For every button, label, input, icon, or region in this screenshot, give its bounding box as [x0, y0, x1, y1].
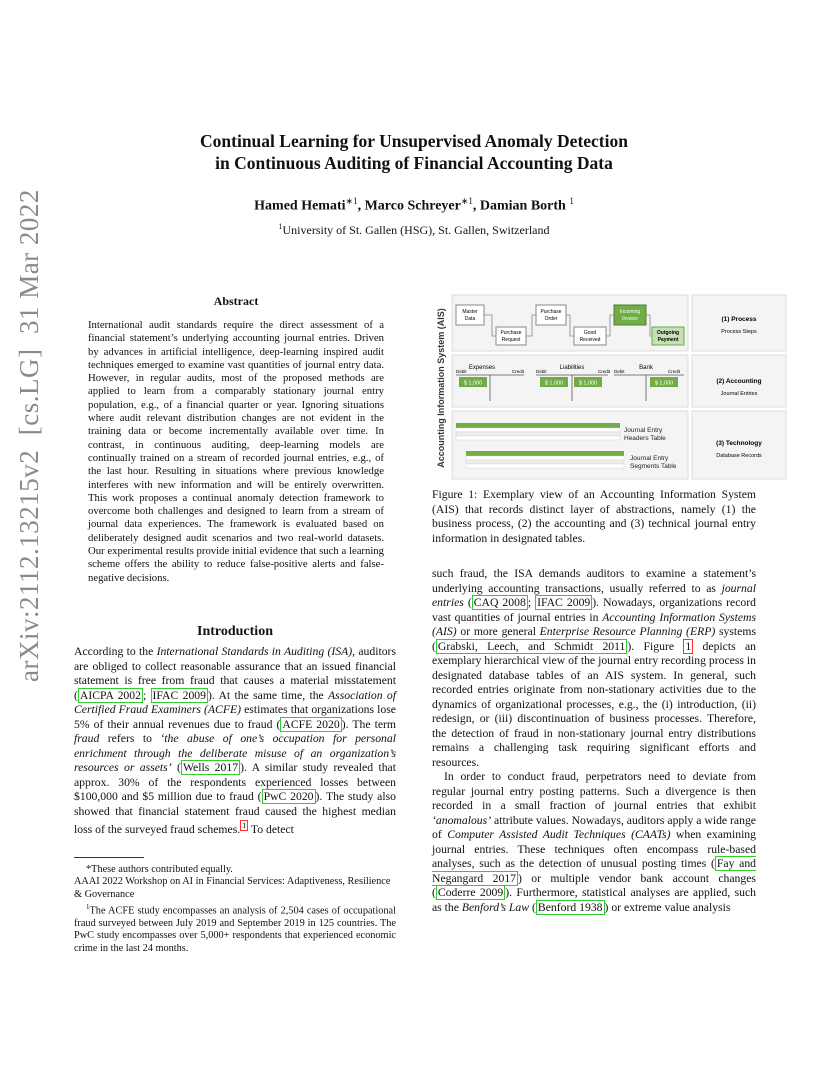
- amount-value: $ 1,000: [544, 380, 564, 387]
- text-run: (: [171, 761, 181, 774]
- footnote-1-link[interactable]: 1: [242, 821, 247, 830]
- text-run: attribute values. Nowadays, auditors apply a wide range of: [432, 813, 756, 841]
- author-list: Hamed Hemati$^{∗1}$, Marco Schreyer$^{∗1}$, Damian Borth $^1$: [254, 196, 574, 214]
- citation-fay[interactable]: Fay and Negangard 2017: [432, 857, 757, 885]
- figure-1-link[interactable]: 1: [685, 639, 692, 653]
- outgoing-payment-label-2: Payment: [657, 337, 679, 343]
- title-line-2: in Continuous Auditing of Financial Accounting Data: [215, 153, 613, 173]
- master-data-label-2: Data: [464, 316, 476, 322]
- outgoing-payment-label: Outgoing: [656, 330, 680, 336]
- text-run: depicts an exemplary hierarchical view of the journal entry recording process in designated database tables of an AIS system. In general, such recorded entries originate from non-stationary activities due to the dynamics of organizational processes, e.g., the (i) introduction, (ii) redesign, or (iii) discontinuation of business processes. Therefore, the detection of fraud in non-stationary journal entry distributions remains a challenging task requiring significant efforts and resources.: [432, 639, 757, 769]
- citation-acfe[interactable]: ACFE 2020: [282, 717, 340, 731]
- workshop-note: AAAI 2022 Workshop on AI in Financial Services: Adaptiveness, Resilience & Governance: [74, 876, 391, 900]
- term-ais: Accounting Information Systems (AIS): [432, 610, 756, 638]
- text-run: ;: [142, 688, 151, 702]
- right-column-text: [432, 567, 756, 915]
- author-2-sup: ∗1: [460, 196, 473, 206]
- text-run: ). The study also showed that financial statement fraud caused the highest median loss of the surveyed fraud schemes.: [74, 790, 396, 836]
- author-1: Hamed Hemati: [254, 198, 346, 214]
- text-run: To detect: [248, 822, 294, 836]
- purchase-request-label-2: Request: [501, 337, 521, 343]
- purchase-order-label-2: Order: [544, 316, 558, 322]
- introduction-paragraph: [74, 645, 396, 837]
- segments-table-label: Journal Entry Segments Table: [630, 455, 677, 470]
- term-fraud: fraud: [74, 732, 100, 745]
- author-3: Damian Borth: [479, 198, 566, 214]
- footnote-equal-contribution: *These authors contributed equally.: [86, 864, 233, 875]
- text-run: ) or extreme value analysis: [604, 900, 731, 914]
- arxiv-stamp[interactable]: arXiv:2112.13215v2 [cs.LG] 31 Mar 2022: [14, 189, 44, 682]
- text-run: , auditors are obliged to collect reasonable assurance that an issued financial statement is free from fraud that causes a material misstatement (: [74, 645, 396, 702]
- citation-ifac[interactable]: IFAC 2009: [152, 688, 206, 702]
- text-run: ;: [527, 596, 536, 609]
- author-1-sup: ∗1: [345, 196, 358, 206]
- layer1-title: (1) Process: [721, 316, 757, 323]
- footnote-1-text: The ACFE study encompasses an analysis of 2,504 cases of occupational fraud surveyed between July 2019 and September 2019 in 125 countries. The PwC study encompasses over 5,000+ respondents that experienced economic crime in the last 24 months.: [74, 905, 396, 954]
- affiliation-text: University of St. Gallen (HSG), St. Gallen, Switzerland: [282, 223, 550, 237]
- citation-benford[interactable]: Benford 1938: [537, 900, 603, 914]
- credit-label: Credit: [512, 369, 525, 374]
- master-data-label: Master: [462, 309, 478, 315]
- incoming-invoice-label-2: Invoice: [622, 316, 638, 322]
- text-run: ). Figure: [627, 639, 684, 653]
- term-anomalous: ‘anomalous’: [432, 813, 492, 827]
- good-received-label-2: Received: [579, 337, 601, 343]
- layer3-title: (3) Technology: [716, 440, 762, 447]
- liabilities-label: Liabilities: [559, 365, 585, 371]
- term-isa: International Standards in Auditing (ISA): [156, 645, 353, 658]
- text-run: refers to: [99, 732, 161, 745]
- citation-coderre[interactable]: Coderre 2009: [437, 886, 504, 899]
- purchase-order-label: Purchase: [540, 309, 562, 315]
- text-run: ). Nowadays, organizations record vast quantities of journal entries in: [432, 596, 757, 624]
- affiliation: [0, 222, 828, 238]
- author-3-sup: 1: [569, 196, 574, 206]
- affiliation-sup: 1: [278, 222, 283, 231]
- credit-label: Credit: [668, 369, 681, 374]
- master-data-box: [456, 305, 484, 325]
- text-run: ). The term: [341, 717, 396, 731]
- layer2-subtitle: Journal Entries: [720, 391, 758, 397]
- debit-label: Debit: [456, 369, 467, 374]
- credit-label: Credit: [598, 369, 611, 374]
- term-caats: Computer Assisted Audit Techniques (CAATs): [447, 828, 671, 841]
- text-run: ) or multiple vendor bank account changes (: [432, 871, 756, 899]
- layer3-subtitle: Database Records: [716, 453, 762, 459]
- journal-entry-headers-table: [456, 423, 620, 440]
- text-run: ). At the same time, the: [208, 688, 329, 702]
- incoming-invoice-label: Incoming: [619, 309, 641, 315]
- text-run: (: [463, 596, 472, 609]
- fraud-definition-quote: ‘the abuse of one’s occupation for personal enrichment through the deliberate misuse of an organization’s resources or assets’: [74, 732, 396, 774]
- citation-grabski[interactable]: Grabski, Leech, and Schmidt 2011: [437, 639, 626, 653]
- term-benfords-law: Benford’s Law: [461, 900, 530, 914]
- text-run: or more general: [456, 625, 540, 638]
- abstract-text: International audit standards require the direct assessment of a financial statement’s underlying accounting journal entries. Driven by advances in artificial intelligence, deep-learning inspired audit techniques emerged to examine vast quantities of journal entry data. However, in regular audits, most of the proposed methods are applied to learn from a comparably stationary journal entry population, e.g., of a financial quarter or year. Ignoring situations where audit relevant distribution changes are not evident in the training data or become incrementally available over time. In contrast, in continuous auditing, deep-learning models are continually trained on a stream of recorded journal entries, e.g., of the last hour. Resulting in situations where previous knowledge interferes with new information and will be entirely overwritten. This work proposes a continual anomaly detection framework to overcome both challenges and designed to learn from a stream of journal data experiences. The framework is evaluated based on deliberately designed audit scenarios and two real-world datasets. Our experimental results provide initial evidence that such a learning scheme offers the ability to reduce false-positive alerts and false-negative decisions.: [88, 319, 384, 584]
- term-acfe: Association of Certified Fraud Examiners (ACFE): [74, 688, 396, 716]
- good-received-label: Good: [583, 330, 597, 336]
- purchase-request-label: Purchase: [500, 330, 522, 336]
- title-line-1: Continual Learning for Unsupervised Anomaly Detection: [200, 131, 628, 151]
- figure-1-caption: Figure 1: Exemplary view of an Accounting Information System (AIS) that records distinct layer of abstractions, namely (1) the business process, (2) the accounting and (3) technical journal entry information in designated tables.: [432, 488, 756, 545]
- layer2-title: (2) Accounting: [716, 378, 762, 385]
- text-run: such fraud, the ISA demands auditors to examine a statement’s underlying accounting transactions, usually referred to as: [432, 567, 756, 595]
- journal-entry-segments-table: [466, 451, 624, 468]
- citation-pwc[interactable]: PwC 2020: [263, 790, 314, 803]
- amount-value: $ 1,000: [578, 380, 598, 387]
- layer1-subtitle: Process Steps: [721, 329, 757, 335]
- citation-aicpa[interactable]: AICPA 2002: [79, 688, 141, 702]
- term-journal-entries: journal entries: [432, 581, 756, 609]
- text-run: systems (: [432, 625, 756, 653]
- abstract-heading: Abstract: [213, 294, 259, 308]
- text-run: ). A similar study revealed that approx. 30% of the respondents experienced losses between $100,000 and $5 million due to fraud (: [74, 761, 396, 803]
- ais-side-label: Accounting Information System (AIS): [436, 308, 446, 468]
- debit-label: Debit: [536, 369, 547, 374]
- footnote-divider: [74, 857, 144, 858]
- author-2: Marco Schreyer: [364, 198, 461, 214]
- text-run: According to the: [74, 645, 157, 658]
- citation-caq[interactable]: CAQ 2008: [473, 596, 526, 609]
- text-run: In order to conduct fraud, perpetrators need to deviate from regular journal entry posting patterns. Such a divergence is then recorded in a small fraction of journal entries that exhibit: [432, 770, 756, 812]
- text-run: (: [529, 900, 536, 914]
- bank-label: Bank: [639, 365, 653, 371]
- debit-label: Debit: [614, 369, 625, 374]
- amount-value: $ 1,000: [463, 380, 483, 387]
- expenses-label: Expenses: [468, 365, 496, 371]
- text-run: ). Furthermore, statistical analyses are applied, such as the: [432, 886, 756, 914]
- layer1-label-panel: [692, 295, 786, 351]
- citation-wells[interactable]: Wells 2017: [182, 761, 239, 774]
- purchase-order-box: [536, 305, 566, 325]
- text-run: when examining journal entries. These techniques often encompass rule-based analyses, such as the detection of unusual posting times (: [432, 828, 756, 870]
- headers-table-label: Journal Entry Headers Table: [624, 427, 666, 442]
- term-erp: Enterprise Resource Planning (ERP): [539, 625, 716, 638]
- figure-ais-diagram: [432, 293, 788, 483]
- amount-value: $ 1,000: [654, 380, 674, 387]
- text-run: estimates that organizations lose 5% of their annual revenues due to fraud (: [74, 703, 396, 731]
- footnote-1-mark: 1: [86, 903, 90, 912]
- incoming-invoice-box: [614, 305, 646, 325]
- footnotes: [74, 864, 396, 955]
- citation-ifac[interactable]: IFAC 2009: [537, 596, 591, 609]
- introduction-heading: Introduction: [197, 624, 273, 639]
- paper-title: [0, 130, 828, 174]
